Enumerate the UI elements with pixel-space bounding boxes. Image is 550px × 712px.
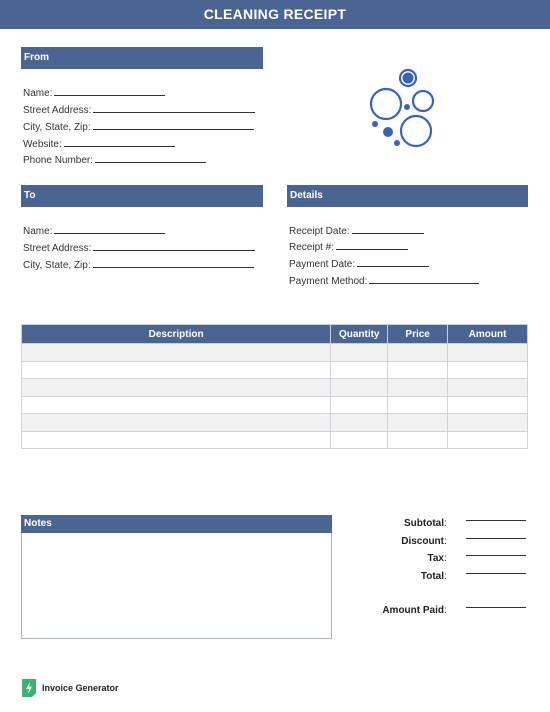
to-city-line[interactable] (93, 260, 254, 268)
to-name-field[interactable] (23, 226, 165, 237)
amount-cell[interactable] (448, 344, 528, 362)
amount-cell[interactable] (448, 361, 528, 379)
payment-date-label: Payment Date: (289, 259, 356, 270)
tax-label: Tax (427, 553, 444, 564)
from-city-field[interactable] (23, 122, 254, 133)
payment-method-field[interactable] (289, 276, 479, 287)
notes-heading: Notes (21, 515, 332, 533)
from-city-line[interactable] (93, 122, 254, 130)
from-website-field[interactable] (23, 139, 175, 150)
description-cell[interactable] (22, 379, 331, 397)
price-cell[interactable] (388, 414, 448, 432)
from-phone-field[interactable] (23, 155, 206, 166)
receipt-number-line[interactable] (336, 242, 408, 250)
amount-cell[interactable] (448, 396, 528, 414)
description-header: Description (22, 325, 331, 344)
from-name-field[interactable] (23, 88, 165, 99)
total-value-line[interactable] (466, 573, 526, 574)
from-phone-label: Phone Number: (23, 155, 94, 166)
amount-cell[interactable] (448, 379, 528, 397)
quantity-cell[interactable] (331, 361, 388, 379)
quantity-cell[interactable] (331, 396, 388, 414)
description-cell[interactable] (22, 361, 331, 379)
page-title: CLEANING RECEIPT (0, 0, 550, 29)
to-city-field[interactable] (23, 260, 254, 271)
from-heading: From (21, 47, 263, 69)
from-phone-line[interactable] (95, 155, 206, 163)
total-label: Total (420, 571, 444, 582)
discount-value-line[interactable] (466, 538, 526, 539)
from-street-field[interactable] (23, 105, 255, 116)
from-street-line[interactable] (93, 105, 255, 113)
price-header: Price (388, 325, 448, 344)
tax-colon: : (444, 553, 447, 564)
notes-textarea[interactable] (21, 533, 332, 639)
amount-cell[interactable] (448, 414, 528, 432)
description-cell[interactable] (22, 414, 331, 432)
to-heading: To (21, 185, 263, 207)
description-cell[interactable] (22, 344, 331, 362)
receipt-date-line[interactable] (352, 226, 424, 234)
details-heading: Details (287, 185, 528, 207)
subtotal-value-line[interactable] (466, 520, 526, 521)
price-cell[interactable] (388, 431, 448, 449)
description-cell[interactable] (22, 431, 331, 449)
payment-method-line[interactable] (369, 276, 479, 284)
receipt-date-label: Receipt Date: (289, 226, 350, 237)
discount-label: Discount (401, 536, 444, 547)
receipt-number-label: Receipt #: (289, 242, 335, 253)
amount-paid-label: Amount Paid (382, 605, 444, 616)
to-street-line[interactable] (93, 243, 255, 251)
receipt-date-field[interactable] (289, 226, 424, 237)
to-name-label: Name: (23, 226, 53, 237)
subtotal-label: Subtotal (404, 518, 444, 529)
from-city-label: City, State, Zip: (23, 122, 91, 133)
to-name-line[interactable] (54, 226, 165, 234)
from-website-line[interactable] (64, 139, 175, 147)
table-row (22, 396, 528, 414)
table-row (22, 361, 528, 379)
from-street-label: Street Address: (23, 105, 92, 116)
bubbles-icon (366, 66, 438, 150)
brand-footer[interactable] (22, 679, 119, 697)
receipt-number-field[interactable] (289, 242, 408, 253)
quantity-cell[interactable] (331, 431, 388, 449)
table-row (22, 431, 528, 449)
amount-paid-value-line[interactable] (466, 607, 526, 608)
lightning-bolt-icon (22, 679, 36, 697)
price-cell[interactable] (388, 344, 448, 362)
price-cell[interactable] (388, 396, 448, 414)
to-city-label: City, State, Zip: (23, 260, 91, 271)
price-cell[interactable] (388, 379, 448, 397)
brand-name: Invoice Generator (42, 683, 119, 693)
amount-paid-colon: : (444, 605, 447, 616)
payment-date-field[interactable] (289, 259, 429, 270)
amount-cell[interactable] (448, 431, 528, 449)
description-cell[interactable] (22, 396, 331, 414)
table-row (22, 379, 528, 397)
quantity-cell[interactable] (331, 414, 388, 432)
to-street-field[interactable] (23, 243, 255, 254)
payment-date-line[interactable] (357, 259, 429, 267)
to-street-label: Street Address: (23, 243, 92, 254)
quantity-header: Quantity (331, 325, 388, 344)
from-name-line[interactable] (54, 88, 165, 96)
subtotal-colon: : (444, 518, 447, 529)
from-website-label: Website: (23, 139, 62, 150)
amount-header: Amount (448, 325, 528, 344)
discount-colon: : (444, 536, 447, 547)
tax-value-line[interactable] (466, 555, 526, 556)
items-table (21, 324, 528, 449)
payment-method-label: Payment Method: (289, 276, 368, 287)
from-name-label: Name: (23, 88, 53, 99)
total-colon: : (444, 571, 447, 582)
price-cell[interactable] (388, 361, 448, 379)
table-row (22, 344, 528, 362)
table-row (22, 414, 528, 432)
quantity-cell[interactable] (331, 379, 388, 397)
quantity-cell[interactable] (331, 344, 388, 362)
